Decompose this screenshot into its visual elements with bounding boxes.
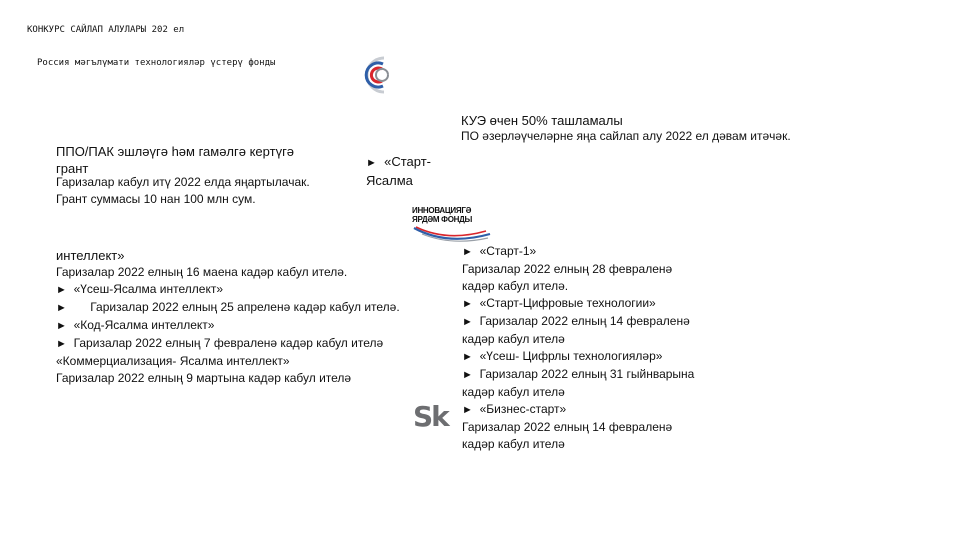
list-item: ► Гаризалар 2022 елның 14 февраленә xyxy=(462,314,690,328)
start-yasalma-line2: Ясалма xyxy=(366,173,413,188)
ppo-title-line1: ППО/ПАК эшләүгә һәм гамәлгә кертүгә xyxy=(56,144,295,159)
list-item: Гаризалар 2022 елның 14 февраленә xyxy=(462,420,673,434)
list-item: ► «Үсеш-Ясалма интеллект» xyxy=(56,282,224,296)
arrow-icon: ► xyxy=(462,404,473,416)
kue-subtitle: ПО әзерләүчеләрне яңа сайлап алу 2022 ел дәвам итәчәк. xyxy=(461,129,791,143)
arrow-icon: ► xyxy=(56,320,67,332)
list-item: ► Гаризалар 2022 елның 7 февраленә кадәр кабул ителә xyxy=(56,336,384,350)
list-item: «Коммерциализация- Ясалма интеллект» xyxy=(56,354,290,368)
intellect-heading: интеллект» xyxy=(56,248,125,263)
right-list xyxy=(462,243,782,453)
start-yasalma-line1: «Старт- xyxy=(384,154,432,169)
innovation-fund-logo xyxy=(412,206,492,246)
list-item: ► «Старт-Цифровые технологии» xyxy=(462,296,656,310)
ppo-title-line2: грант xyxy=(56,161,89,176)
arrow-icon: ► xyxy=(462,369,473,381)
arrow-icon: ► xyxy=(462,298,473,310)
arrow-icon: ► xyxy=(462,351,473,363)
innovation-fund-line1: ИННОВАЦИЯГӘ xyxy=(412,206,472,215)
contest-title: КОНКУРС САЙЛАП АЛУЛАРЫ 202 ел xyxy=(27,25,185,35)
list-item: ► Гаризалар 2022 елның 25 апреленә кадәр кабул ителә. xyxy=(56,300,400,314)
list-item: кадәр кабул ителә xyxy=(462,437,565,451)
kue-title: КУЭ өчен 50% ташламалы xyxy=(461,113,623,128)
list-item: Гаризалар 2022 елның 28 февраленә xyxy=(462,262,673,276)
list-item: ► Гаризалар 2022 елның 31 гыйнварына xyxy=(462,367,695,381)
innovation-fund-line2: ЯРДӘМ ФОНДЫ xyxy=(412,215,473,224)
ppo-title xyxy=(56,143,294,177)
list-item: кадәр кабул ителә. xyxy=(462,279,569,293)
list-item: Гаризалар 2022 елның 9 мартына кадәр кабул ителә xyxy=(56,371,352,385)
fund-name xyxy=(37,58,275,68)
arrow-icon: ► xyxy=(56,284,67,296)
left-list xyxy=(56,247,456,387)
list-item: кадәр кабул ителә xyxy=(462,385,565,399)
arrow-icon: ► xyxy=(366,157,377,169)
list-item: ► «Код-Ясалма интеллект» xyxy=(56,318,215,332)
list-item: ► «Үсеш- Цифрлы технологияләр» xyxy=(462,349,663,363)
list-item: ► «Бизнес-старт» xyxy=(462,402,567,416)
fund-name-text: Россия мәгълүмати технологияләр үстерү фонды xyxy=(37,58,276,68)
rfrit-logo xyxy=(360,52,394,98)
skolkovo-logo: Sk xyxy=(413,400,448,433)
arrow-icon: ► xyxy=(462,316,473,328)
ppo-line1: Гаризалар кабул итү 2022 елда яңартылачак. xyxy=(56,175,310,189)
ppo-line2: Грант суммасы 10 нан 100 млн сум. xyxy=(56,192,256,206)
list-item: ► «Старт-1» xyxy=(462,244,537,258)
list-item: Гаризалар 2022 елның 16 маена кадәр кабул ителә. xyxy=(56,265,348,279)
list-item: кадәр кабул ителә xyxy=(462,332,565,346)
start-yasalma xyxy=(366,153,431,189)
arrow-icon: ► xyxy=(56,302,67,314)
arrow-icon: ► xyxy=(462,246,473,258)
arrow-icon: ► xyxy=(56,338,67,350)
